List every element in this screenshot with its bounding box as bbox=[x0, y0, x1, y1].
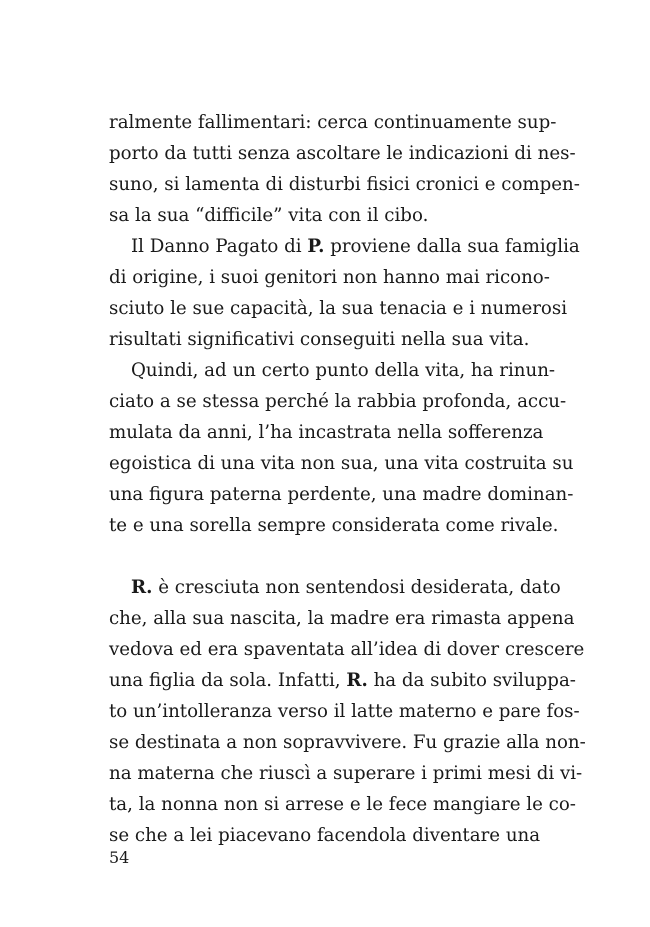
text-line bbox=[109, 231, 580, 262]
text-segment: proviene dalla sua famiglia bbox=[324, 236, 580, 257]
text-segment: ha da subito sviluppa- bbox=[367, 670, 576, 691]
text-segment: na materna che riuscì a superare i primi mesi di vi- bbox=[109, 763, 583, 784]
text-segment: ta, la nonna non si arrese e le fece mangiare le co- bbox=[109, 794, 576, 815]
text-segment: sciuto le sue capacità, la sua tenacia e i numerosi bbox=[109, 298, 568, 319]
text-line bbox=[109, 789, 576, 820]
text-line bbox=[109, 820, 540, 851]
text-line bbox=[109, 417, 544, 448]
text-segment: suno, si lamenta di disturbi fisici cronici e compen- bbox=[109, 174, 580, 195]
text-line bbox=[109, 634, 585, 665]
text-line bbox=[109, 758, 583, 789]
body-text bbox=[109, 107, 586, 851]
text-segment: Quindi, ad un certo punto della vita, ha rinun- bbox=[131, 360, 556, 381]
text-segment: risultati significativi conseguiti nella sua vita. bbox=[109, 329, 530, 350]
text-segment: te e una sorella sempre considerata come rivale. bbox=[109, 515, 559, 536]
text-line bbox=[109, 479, 574, 510]
text-segment: ciato a se stessa perché la rabbia profonda, accu- bbox=[109, 391, 567, 412]
page-number: 54 bbox=[109, 848, 130, 867]
text-segment: porto da tutti senza ascoltare le indicazioni di nes- bbox=[109, 143, 576, 164]
text-line bbox=[109, 448, 574, 479]
text-segment: ralmente fallimentari: cerca continuamente sup- bbox=[109, 112, 557, 133]
text-line bbox=[109, 138, 576, 169]
text-segment: egoistica di una vita non sua, una vita costruita su bbox=[109, 453, 574, 474]
text-line bbox=[109, 355, 556, 386]
text-line bbox=[109, 665, 576, 696]
text-line bbox=[109, 572, 561, 603]
text-segment: di origine, i suoi genitori non hanno mai ricono- bbox=[109, 267, 550, 288]
text-segment: una figura paterna perdente, una madre dominan- bbox=[109, 484, 574, 505]
text-line bbox=[109, 386, 567, 417]
text-line bbox=[109, 727, 586, 758]
text-segment: se destinata a non sopravvivere. Fu grazie alla non- bbox=[109, 732, 586, 753]
text-segment: una figlia da sola. Infatti, bbox=[109, 670, 347, 691]
text-line bbox=[109, 603, 575, 634]
text-line bbox=[109, 510, 559, 541]
text-segment: Il Danno Pagato di bbox=[131, 236, 308, 257]
text-line bbox=[109, 200, 540, 231]
text-line bbox=[109, 324, 540, 355]
text-segment: to un’intolleranza verso il latte materno e pare fos- bbox=[109, 701, 580, 722]
text-line bbox=[109, 293, 568, 324]
person-initial-r: R. bbox=[131, 577, 153, 598]
person-initial-r: R. bbox=[346, 670, 368, 691]
text-line bbox=[109, 169, 580, 200]
text-line bbox=[109, 107, 557, 138]
text-segment: che, alla sua nascita, la madre era rimasta appena bbox=[109, 608, 575, 629]
text-line bbox=[109, 262, 550, 293]
person-initial-p: P. bbox=[307, 236, 325, 257]
text-segment: vedova ed era spaventata all’idea di dover crescere bbox=[109, 639, 585, 660]
text-segment: è cresciuta non sentendosi desiderata, dato bbox=[152, 577, 561, 598]
text-line bbox=[109, 696, 580, 727]
text-segment: mulata da anni, l’ha incastrata nella sofferenza bbox=[109, 422, 544, 443]
text-segment: se che a lei piacevano facendola diventare una bbox=[109, 825, 541, 846]
text-segment: sa la sua “difficile” vita con il cibo. bbox=[109, 205, 429, 226]
